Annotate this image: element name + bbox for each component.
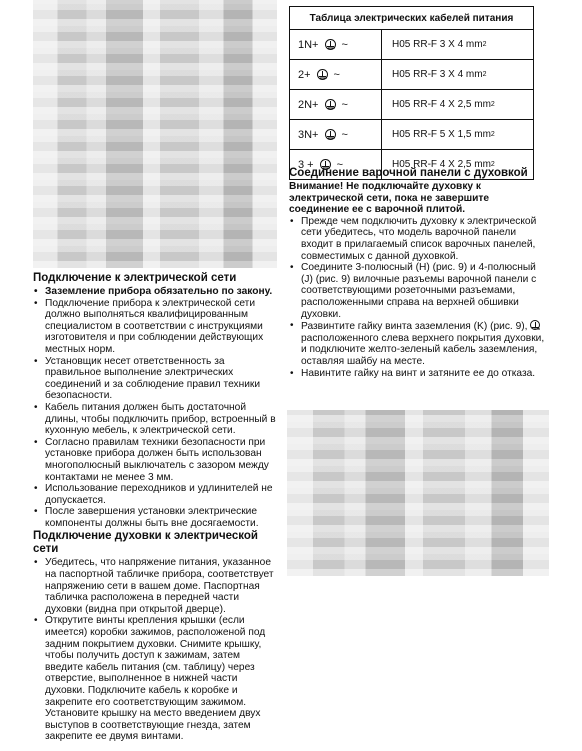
section-heading: Подключение к электрической сети — [33, 272, 237, 284]
unit-sup: 2 — [490, 101, 495, 108]
tilde: ~ — [341, 38, 348, 51]
table-row — [290, 120, 533, 150]
section-heading: Подключение духовки к электрической сети — [33, 530, 258, 556]
list-item: • Прежде чем подключить духовку к электрической сети убедитесь, что модель варочной панели входит в прилагаемый список варочных панелей, совместимых с данной духовкой. — [289, 216, 545, 262]
list-item: • Использование переходников и удлинителей не допускается. — [33, 483, 277, 506]
blurred-region-bottom-right — [287, 410, 549, 576]
unit-sup: 2 — [490, 161, 495, 168]
ground-icon — [530, 320, 540, 330]
warning-text: Внимание! Не подключайте духовку к электрической сети, пока не завершите соединение ее с варочной плитой. — [289, 181, 490, 216]
oven-list — [33, 557, 277, 743]
connection-type: 3 + — [298, 158, 314, 171]
electric-connection-section — [33, 272, 277, 743]
list-item: • Подключение прибора к электрической сети должно выполняться квалифицированным специалистом в соответствии с инструкциями изготовителя и при соблюдении действующих местных норм. — [33, 298, 277, 356]
connection-type: 3N+ — [298, 128, 319, 141]
table-row — [290, 30, 533, 60]
list-item: • Согласно правилам техники безопасности при установке прибора должен быть использован многополюсный выключатель с зазором между контактами не менее 3 мм. — [33, 437, 277, 483]
unit-sup: 2 — [490, 131, 495, 138]
unit-sup: 2 — [482, 71, 487, 78]
ground-icon — [325, 99, 336, 110]
list-item — [289, 320, 545, 367]
tilde: ~ — [341, 98, 348, 111]
list-item: • Заземление прибора обязательно по закону. — [33, 286, 277, 298]
electric-list — [33, 286, 277, 529]
cable-spec: H05 RR-F 3 X 4 mm — [392, 69, 483, 80]
ground-icon — [325, 39, 336, 50]
list-item: • Кабель питания должен быть достаточной длины, чтобы подключить прибор, встроенный в кухонную мебель, к электрической сети. — [33, 402, 277, 437]
list-item: • После завершения установки электрические компоненты должны быть вне досягаемости. — [33, 506, 277, 529]
list-item: • Навинтите гайку на винт и затяните ее до отказа. — [289, 368, 545, 380]
table-row — [290, 60, 533, 90]
table-row — [290, 90, 533, 120]
cable-spec: H05 RR-F 3 X 4 mm — [392, 39, 483, 50]
section-heading: Соединение варочной панели с духовкой — [289, 167, 528, 179]
connection-type: 1N+ — [298, 38, 319, 51]
cable-spec: H05 RR-F 4 X 2,5 mm — [392, 99, 491, 110]
ground-icon — [317, 69, 328, 80]
tilde: ~ — [333, 68, 340, 81]
item-text-part: Развинтите гайку винта заземления (K) (рис. 9), — [301, 321, 528, 333]
hob-list — [289, 216, 545, 379]
tilde: ~ — [341, 128, 348, 141]
cable-spec: H05 RR-F 5 X 1,5 mm — [392, 129, 491, 140]
unit-sup: 2 — [482, 41, 487, 48]
table-title: Таблица электрических кабелей питания — [290, 7, 533, 30]
connection-type: 2+ — [298, 68, 311, 81]
connection-type: 2N+ — [298, 98, 319, 111]
tilde: ~ — [336, 158, 344, 171]
list-item: • Убедитесь, что напряжение питания, указанное на паспортной табличке прибора, соответствует напряжению сети в вашем доме. Паспортная табличка расположена в передней части духовки (видна при открытой дверце). — [33, 557, 277, 615]
list-item: • Открутите винты крепления крышки (если имеется) коробки зажимов, расположеной под задним покрытием духовки. Снимите крышку, чтобы получить доступ к зажимам, затем введите кабель питания (см. таблицу) через отверстие, выполненное в нижней части духовки. Подключите кабель к коробке и закрепите его соответствующим зажимом. Установите крышку на место введением двух выступов в соответствующие гнезда, затем закрепите ее двумя винтами. — [33, 615, 277, 743]
cable-spec: H05 RR-F 4 X 2,5 mm — [392, 159, 491, 170]
list-item: • Установщик несет ответственность за правильное выполнение электрических соединений и за соблюдение правил техники безопасности. — [33, 356, 277, 402]
item-text-part: расположенного слева верхнего покрытия духовки, и подключите желто-зеленый кабель заземления, оставляя шайбу на месте. — [301, 332, 545, 367]
cable-table — [289, 6, 534, 180]
hob-connection-section — [289, 167, 545, 379]
ground-icon — [325, 129, 336, 140]
list-item: • Соедините 3-полюсный (H) (рис. 9) и 4-полюсный (J) (рис. 9) вилочные разъемы варочной панели с соответствующими розеточными разъемами, расположенными справа на верхней обшивки духовки. — [289, 262, 545, 320]
blurred-region-top-left — [33, 0, 277, 268]
